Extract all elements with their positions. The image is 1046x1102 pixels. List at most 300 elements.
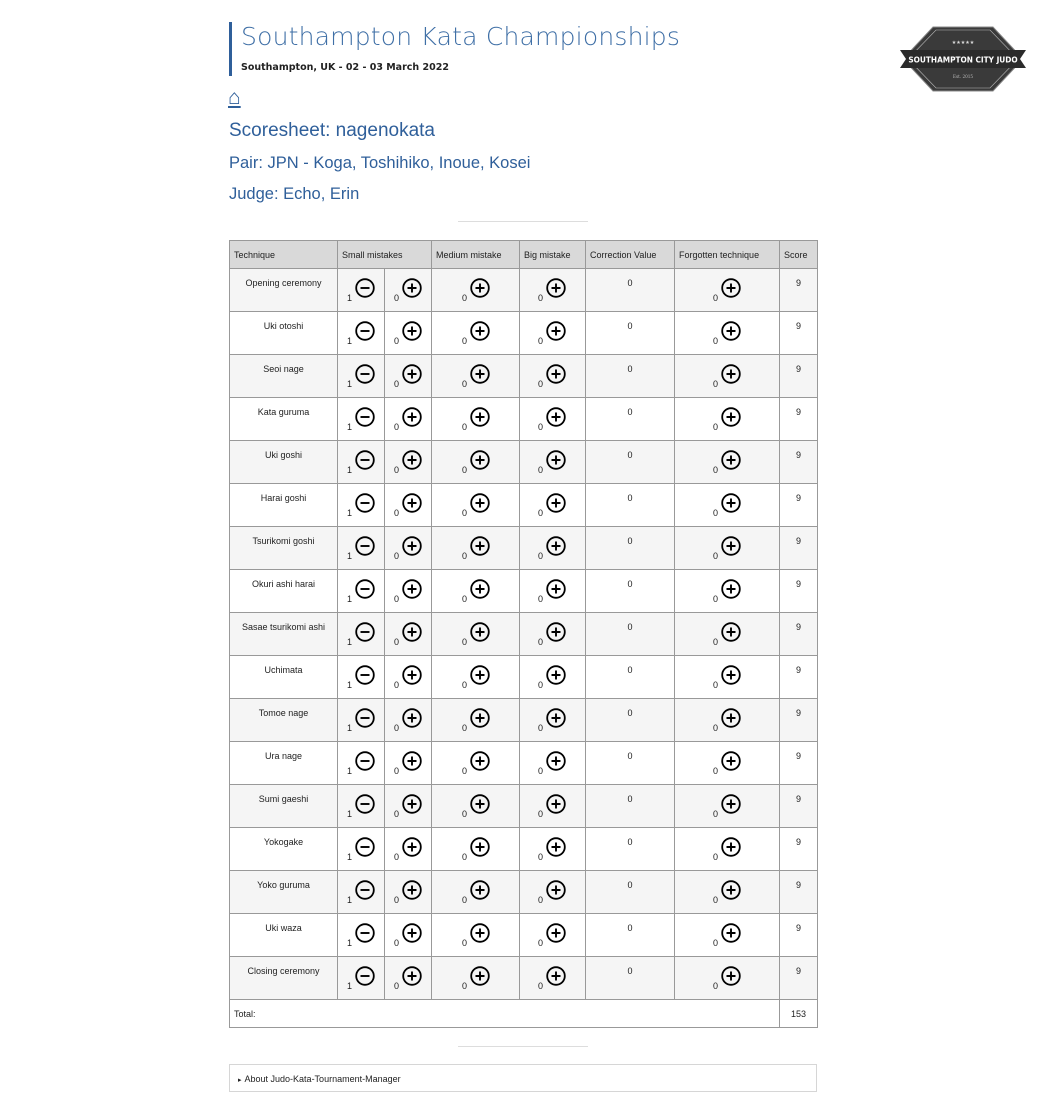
technique-name: Sumi gaeshi bbox=[230, 785, 338, 828]
small-mistake-b-cell bbox=[385, 570, 432, 613]
plus-icon[interactable] bbox=[546, 708, 566, 728]
correction-value: 0 bbox=[586, 699, 675, 742]
plus-icon[interactable] bbox=[402, 493, 422, 513]
medium-mistake-count: 0 bbox=[462, 336, 468, 346]
header-technique: Technique bbox=[230, 241, 338, 269]
small-mistake-a-count: 1 bbox=[347, 766, 353, 776]
technique-name: Yokogake bbox=[230, 828, 338, 871]
technique-name: Harai goshi bbox=[230, 484, 338, 527]
forgotten-technique-count: 0 bbox=[713, 379, 719, 389]
plus-icon[interactable] bbox=[402, 278, 422, 298]
small-mistake-b-count: 0 bbox=[394, 293, 400, 303]
forgotten-technique-cell bbox=[675, 871, 780, 914]
scoresheet-title: Scoresheet: nagenokata bbox=[229, 120, 435, 141]
table-row bbox=[230, 527, 818, 570]
big-mistake-cell bbox=[520, 957, 586, 1000]
plus-icon[interactable] bbox=[470, 665, 490, 685]
plus-icon[interactable] bbox=[470, 794, 490, 814]
about-label: About Judo-Kata-Tournament-Manager bbox=[244, 1074, 401, 1084]
plus-icon[interactable] bbox=[470, 364, 490, 384]
medium-mistake-cell bbox=[432, 656, 520, 699]
forgotten-technique-cell bbox=[675, 742, 780, 785]
big-mistake-cell bbox=[520, 570, 586, 613]
small-mistake-b-cell bbox=[385, 441, 432, 484]
plus-icon[interactable] bbox=[402, 622, 422, 642]
plus-icon[interactable] bbox=[470, 407, 490, 427]
plus-icon[interactable] bbox=[721, 579, 741, 599]
correction-value: 0 bbox=[586, 570, 675, 613]
row-score: 9 bbox=[780, 398, 818, 441]
big-mistake-cell bbox=[520, 785, 586, 828]
correction-value: 0 bbox=[586, 871, 675, 914]
plus-icon[interactable] bbox=[470, 708, 490, 728]
plus-icon[interactable] bbox=[470, 837, 490, 857]
header-big-mistake: Big mistake bbox=[520, 241, 586, 269]
small-mistake-b-cell bbox=[385, 871, 432, 914]
big-mistake-cell bbox=[520, 312, 586, 355]
big-mistake-cell bbox=[520, 914, 586, 957]
technique-name: Closing ceremony bbox=[230, 957, 338, 1000]
plus-icon[interactable] bbox=[546, 321, 566, 341]
small-mistake-b-cell bbox=[385, 527, 432, 570]
plus-icon[interactable] bbox=[470, 579, 490, 599]
minus-icon[interactable] bbox=[355, 880, 375, 900]
table-row bbox=[230, 269, 818, 312]
medium-mistake-cell bbox=[432, 699, 520, 742]
technique-name: Sasae tsurikomi ashi bbox=[230, 613, 338, 656]
minus-icon[interactable] bbox=[355, 708, 375, 728]
forgotten-technique-count: 0 bbox=[713, 422, 719, 432]
small-mistake-a-count: 1 bbox=[347, 336, 353, 346]
small-mistake-a-cell bbox=[338, 613, 385, 656]
minus-icon[interactable] bbox=[355, 837, 375, 857]
plus-icon[interactable] bbox=[470, 751, 490, 771]
small-mistake-a-count: 1 bbox=[347, 551, 353, 561]
technique-name: Uki otoshi bbox=[230, 312, 338, 355]
minus-icon[interactable] bbox=[355, 364, 375, 384]
big-mistake-count: 0 bbox=[538, 852, 544, 862]
small-mistake-b-cell bbox=[385, 613, 432, 656]
small-mistake-a-count: 1 bbox=[347, 508, 353, 518]
plus-icon[interactable] bbox=[546, 665, 566, 685]
plus-icon[interactable] bbox=[546, 837, 566, 857]
plus-icon[interactable] bbox=[470, 923, 490, 943]
big-mistake-count: 0 bbox=[538, 938, 544, 948]
small-mistake-a-count: 1 bbox=[347, 895, 353, 905]
plus-icon[interactable] bbox=[402, 751, 422, 771]
plus-icon[interactable] bbox=[470, 493, 490, 513]
plus-icon[interactable] bbox=[721, 536, 741, 556]
small-mistake-b-cell bbox=[385, 699, 432, 742]
small-mistake-b-cell bbox=[385, 398, 432, 441]
small-mistake-b-count: 0 bbox=[394, 336, 400, 346]
plus-icon[interactable] bbox=[721, 880, 741, 900]
small-mistake-b-cell bbox=[385, 785, 432, 828]
medium-mistake-cell bbox=[432, 398, 520, 441]
small-mistake-a-cell bbox=[338, 312, 385, 355]
forgotten-technique-count: 0 bbox=[713, 938, 719, 948]
header-medium-mistake: Medium mistake bbox=[432, 241, 520, 269]
small-mistake-b-count: 0 bbox=[394, 809, 400, 819]
forgotten-technique-cell bbox=[675, 570, 780, 613]
plus-icon[interactable] bbox=[546, 450, 566, 470]
big-mistake-count: 0 bbox=[538, 895, 544, 905]
header-forgotten-technique: Forgotten technique bbox=[675, 241, 780, 269]
plus-icon[interactable] bbox=[721, 364, 741, 384]
small-mistake-b-cell bbox=[385, 355, 432, 398]
big-mistake-cell bbox=[520, 828, 586, 871]
plus-icon[interactable] bbox=[721, 837, 741, 857]
big-mistake-count: 0 bbox=[538, 379, 544, 389]
forgotten-technique-cell bbox=[675, 828, 780, 871]
small-mistake-b-cell bbox=[385, 656, 432, 699]
judge-name: Judge: Echo, Erin bbox=[229, 185, 360, 203]
plus-icon[interactable] bbox=[546, 407, 566, 427]
small-mistake-a-cell bbox=[338, 484, 385, 527]
minus-icon[interactable] bbox=[355, 579, 375, 599]
minus-icon[interactable] bbox=[355, 407, 375, 427]
big-mistake-count: 0 bbox=[538, 508, 544, 518]
forgotten-technique-count: 0 bbox=[713, 293, 719, 303]
plus-icon[interactable] bbox=[402, 536, 422, 556]
forgotten-technique-count: 0 bbox=[713, 336, 719, 346]
plus-icon[interactable] bbox=[470, 321, 490, 341]
medium-mistake-cell bbox=[432, 355, 520, 398]
correction-value: 0 bbox=[586, 312, 675, 355]
big-mistake-count: 0 bbox=[538, 293, 544, 303]
plus-icon[interactable] bbox=[470, 880, 490, 900]
big-mistake-cell bbox=[520, 527, 586, 570]
minus-icon[interactable] bbox=[355, 278, 375, 298]
medium-mistake-cell bbox=[432, 871, 520, 914]
about-disclosure[interactable] bbox=[229, 1064, 817, 1092]
medium-mistake-cell bbox=[432, 828, 520, 871]
plus-icon[interactable] bbox=[721, 708, 741, 728]
big-mistake-count: 0 bbox=[538, 551, 544, 561]
small-mistake-a-count: 1 bbox=[347, 594, 353, 604]
medium-mistake-count: 0 bbox=[462, 809, 468, 819]
big-mistake-cell bbox=[520, 355, 586, 398]
small-mistake-b-cell bbox=[385, 957, 432, 1000]
plus-icon[interactable] bbox=[546, 880, 566, 900]
forgotten-technique-cell bbox=[675, 484, 780, 527]
forgotten-technique-count: 0 bbox=[713, 981, 719, 991]
row-score: 9 bbox=[780, 699, 818, 742]
minus-icon[interactable] bbox=[355, 321, 375, 341]
technique-name: Ura nage bbox=[230, 742, 338, 785]
small-mistake-b-cell bbox=[385, 269, 432, 312]
plus-icon[interactable] bbox=[546, 364, 566, 384]
forgotten-technique-cell bbox=[675, 355, 780, 398]
medium-mistake-count: 0 bbox=[462, 938, 468, 948]
plus-icon[interactable] bbox=[721, 751, 741, 771]
small-mistake-a-count: 1 bbox=[347, 852, 353, 862]
plus-icon[interactable] bbox=[546, 579, 566, 599]
plus-icon[interactable] bbox=[402, 923, 422, 943]
correction-value: 0 bbox=[586, 441, 675, 484]
forgotten-technique-cell bbox=[675, 398, 780, 441]
minus-icon[interactable] bbox=[355, 536, 375, 556]
small-mistake-b-count: 0 bbox=[394, 594, 400, 604]
correction-value: 0 bbox=[586, 613, 675, 656]
minus-icon[interactable] bbox=[355, 751, 375, 771]
small-mistake-b-count: 0 bbox=[394, 766, 400, 776]
divider bbox=[458, 1046, 588, 1047]
correction-value: 0 bbox=[586, 785, 675, 828]
medium-mistake-count: 0 bbox=[462, 422, 468, 432]
plus-icon[interactable] bbox=[402, 407, 422, 427]
correction-value: 0 bbox=[586, 269, 675, 312]
plus-icon[interactable] bbox=[402, 579, 422, 599]
plus-icon[interactable] bbox=[402, 708, 422, 728]
plus-icon[interactable] bbox=[402, 966, 422, 986]
small-mistake-a-count: 1 bbox=[347, 938, 353, 948]
table-row bbox=[230, 398, 818, 441]
plus-icon[interactable] bbox=[402, 880, 422, 900]
medium-mistake-count: 0 bbox=[462, 594, 468, 604]
big-mistake-cell bbox=[520, 441, 586, 484]
medium-mistake-cell bbox=[432, 957, 520, 1000]
plus-icon[interactable] bbox=[402, 364, 422, 384]
home-icon[interactable]: ⌂ bbox=[228, 86, 241, 109]
plus-icon[interactable] bbox=[402, 321, 422, 341]
forgotten-technique-cell bbox=[675, 527, 780, 570]
plus-icon[interactable] bbox=[546, 794, 566, 814]
forgotten-technique-cell bbox=[675, 613, 780, 656]
small-mistake-a-count: 1 bbox=[347, 637, 353, 647]
big-mistake-count: 0 bbox=[538, 637, 544, 647]
row-score: 9 bbox=[780, 613, 818, 656]
row-score: 9 bbox=[780, 957, 818, 1000]
row-score: 9 bbox=[780, 441, 818, 484]
pair-name: Pair: JPN - Koga, Toshihiko, Inoue, Kosei bbox=[229, 154, 531, 172]
plus-icon[interactable] bbox=[721, 794, 741, 814]
event-subtitle: Southampton, UK - 02 - 03 March 2022 bbox=[241, 62, 449, 73]
medium-mistake-count: 0 bbox=[462, 508, 468, 518]
small-mistake-b-count: 0 bbox=[394, 981, 400, 991]
small-mistake-a-cell bbox=[338, 699, 385, 742]
logo-text: SOUTHAMPTON CITY JUDO bbox=[908, 54, 1018, 65]
plus-icon[interactable] bbox=[546, 622, 566, 642]
correction-value: 0 bbox=[586, 914, 675, 957]
row-score: 9 bbox=[780, 484, 818, 527]
technique-name: Opening ceremony bbox=[230, 269, 338, 312]
forgotten-technique-count: 0 bbox=[713, 895, 719, 905]
row-score: 9 bbox=[780, 312, 818, 355]
small-mistake-a-count: 1 bbox=[347, 981, 353, 991]
row-score: 9 bbox=[780, 828, 818, 871]
plus-icon[interactable] bbox=[721, 923, 741, 943]
divider bbox=[458, 221, 588, 222]
plus-icon[interactable] bbox=[721, 321, 741, 341]
table-row bbox=[230, 613, 818, 656]
plus-icon[interactable] bbox=[470, 622, 490, 642]
small-mistake-a-cell bbox=[338, 742, 385, 785]
small-mistake-a-cell bbox=[338, 398, 385, 441]
plus-icon[interactable] bbox=[546, 493, 566, 513]
forgotten-technique-cell bbox=[675, 312, 780, 355]
plus-icon[interactable] bbox=[546, 536, 566, 556]
small-mistake-b-count: 0 bbox=[394, 680, 400, 690]
total-label: Total: bbox=[230, 1000, 780, 1028]
correction-value: 0 bbox=[586, 957, 675, 1000]
medium-mistake-count: 0 bbox=[462, 680, 468, 690]
big-mistake-count: 0 bbox=[538, 594, 544, 604]
big-mistake-cell bbox=[520, 656, 586, 699]
big-mistake-cell bbox=[520, 398, 586, 441]
technique-name: Okuri ashi harai bbox=[230, 570, 338, 613]
plus-icon[interactable] bbox=[470, 966, 490, 986]
correction-value: 0 bbox=[586, 742, 675, 785]
table-row bbox=[230, 828, 818, 871]
big-mistake-cell bbox=[520, 742, 586, 785]
small-mistake-a-cell bbox=[338, 570, 385, 613]
plus-icon[interactable] bbox=[721, 966, 741, 986]
small-mistake-a-count: 1 bbox=[347, 680, 353, 690]
big-mistake-cell bbox=[520, 484, 586, 527]
forgotten-technique-cell bbox=[675, 699, 780, 742]
medium-mistake-count: 0 bbox=[462, 293, 468, 303]
minus-icon[interactable] bbox=[355, 923, 375, 943]
forgotten-technique-cell bbox=[675, 441, 780, 484]
medium-mistake-count: 0 bbox=[462, 895, 468, 905]
small-mistake-b-cell bbox=[385, 914, 432, 957]
plus-icon[interactable] bbox=[546, 923, 566, 943]
plus-icon[interactable] bbox=[470, 536, 490, 556]
row-score: 9 bbox=[780, 656, 818, 699]
plus-icon[interactable] bbox=[721, 665, 741, 685]
big-mistake-cell bbox=[520, 613, 586, 656]
plus-icon[interactable] bbox=[721, 450, 741, 470]
correction-value: 0 bbox=[586, 484, 675, 527]
minus-icon[interactable] bbox=[355, 966, 375, 986]
small-mistake-b-count: 0 bbox=[394, 379, 400, 389]
technique-name: Tsurikomi goshi bbox=[230, 527, 338, 570]
table-row bbox=[230, 355, 818, 398]
table-row bbox=[230, 914, 818, 957]
small-mistake-b-cell bbox=[385, 484, 432, 527]
plus-icon[interactable] bbox=[546, 966, 566, 986]
small-mistake-a-cell bbox=[338, 656, 385, 699]
forgotten-technique-cell bbox=[675, 914, 780, 957]
forgotten-technique-count: 0 bbox=[713, 766, 719, 776]
small-mistake-a-cell bbox=[338, 269, 385, 312]
small-mistake-a-cell bbox=[338, 355, 385, 398]
big-mistake-count: 0 bbox=[538, 981, 544, 991]
small-mistake-a-count: 1 bbox=[347, 723, 353, 733]
medium-mistake-cell bbox=[432, 914, 520, 957]
forgotten-technique-count: 0 bbox=[713, 508, 719, 518]
small-mistake-a-cell bbox=[338, 914, 385, 957]
big-mistake-count: 0 bbox=[538, 422, 544, 432]
small-mistake-a-count: 1 bbox=[347, 422, 353, 432]
small-mistake-a-count: 1 bbox=[347, 293, 353, 303]
table-row bbox=[230, 570, 818, 613]
technique-name: Yoko guruma bbox=[230, 871, 338, 914]
medium-mistake-cell bbox=[432, 570, 520, 613]
plus-icon[interactable] bbox=[402, 794, 422, 814]
forgotten-technique-count: 0 bbox=[713, 594, 719, 604]
header-small-mistakes: Small mistakes bbox=[338, 241, 432, 269]
small-mistake-b-count: 0 bbox=[394, 551, 400, 561]
plus-icon[interactable] bbox=[721, 493, 741, 513]
technique-name: Seoi nage bbox=[230, 355, 338, 398]
small-mistake-b-cell bbox=[385, 828, 432, 871]
table-row bbox=[230, 871, 818, 914]
plus-icon[interactable] bbox=[402, 665, 422, 685]
plus-icon[interactable] bbox=[546, 278, 566, 298]
small-mistake-a-cell bbox=[338, 871, 385, 914]
medium-mistake-cell bbox=[432, 484, 520, 527]
forgotten-technique-cell bbox=[675, 957, 780, 1000]
table-row bbox=[230, 441, 818, 484]
forgotten-technique-count: 0 bbox=[713, 465, 719, 475]
big-mistake-count: 0 bbox=[538, 680, 544, 690]
small-mistake-a-cell bbox=[338, 527, 385, 570]
plus-icon[interactable] bbox=[402, 450, 422, 470]
medium-mistake-cell bbox=[432, 742, 520, 785]
forgotten-technique-count: 0 bbox=[713, 551, 719, 561]
medium-mistake-cell bbox=[432, 312, 520, 355]
small-mistake-b-count: 0 bbox=[394, 938, 400, 948]
medium-mistake-count: 0 bbox=[462, 379, 468, 389]
plus-icon[interactable] bbox=[721, 407, 741, 427]
minus-icon[interactable] bbox=[355, 665, 375, 685]
forgotten-technique-cell bbox=[675, 269, 780, 312]
plus-icon[interactable] bbox=[546, 751, 566, 771]
medium-mistake-cell bbox=[432, 269, 520, 312]
medium-mistake-count: 0 bbox=[462, 852, 468, 862]
forgotten-technique-count: 0 bbox=[713, 680, 719, 690]
plus-icon[interactable] bbox=[402, 837, 422, 857]
minus-icon[interactable] bbox=[355, 622, 375, 642]
medium-mistake-count: 0 bbox=[462, 723, 468, 733]
minus-icon[interactable] bbox=[355, 450, 375, 470]
row-score: 9 bbox=[780, 570, 818, 613]
small-mistake-a-cell bbox=[338, 828, 385, 871]
medium-mistake-cell bbox=[432, 527, 520, 570]
small-mistake-b-count: 0 bbox=[394, 852, 400, 862]
small-mistake-a-count: 1 bbox=[347, 465, 353, 475]
small-mistake-b-count: 0 bbox=[394, 637, 400, 647]
small-mistake-b-count: 0 bbox=[394, 465, 400, 475]
event-header bbox=[229, 22, 680, 76]
row-score: 9 bbox=[780, 269, 818, 312]
medium-mistake-count: 0 bbox=[462, 981, 468, 991]
forgotten-technique-count: 0 bbox=[713, 852, 719, 862]
plus-icon[interactable] bbox=[470, 278, 490, 298]
forgotten-technique-count: 0 bbox=[713, 637, 719, 647]
minus-icon[interactable] bbox=[355, 493, 375, 513]
table-row bbox=[230, 312, 818, 355]
correction-value: 0 bbox=[586, 355, 675, 398]
plus-icon[interactable] bbox=[470, 450, 490, 470]
big-mistake-count: 0 bbox=[538, 766, 544, 776]
plus-icon[interactable] bbox=[721, 622, 741, 642]
small-mistake-b-count: 0 bbox=[394, 895, 400, 905]
header-correction-value: Correction Value bbox=[586, 241, 675, 269]
table-row bbox=[230, 957, 818, 1000]
correction-value: 0 bbox=[586, 828, 675, 871]
small-mistake-a-count: 1 bbox=[347, 379, 353, 389]
total-value: 153 bbox=[780, 1000, 818, 1028]
total-row bbox=[230, 1000, 818, 1028]
table-row bbox=[230, 656, 818, 699]
minus-icon[interactable] bbox=[355, 794, 375, 814]
forgotten-technique-cell bbox=[675, 785, 780, 828]
plus-icon[interactable] bbox=[721, 278, 741, 298]
row-score: 9 bbox=[780, 355, 818, 398]
